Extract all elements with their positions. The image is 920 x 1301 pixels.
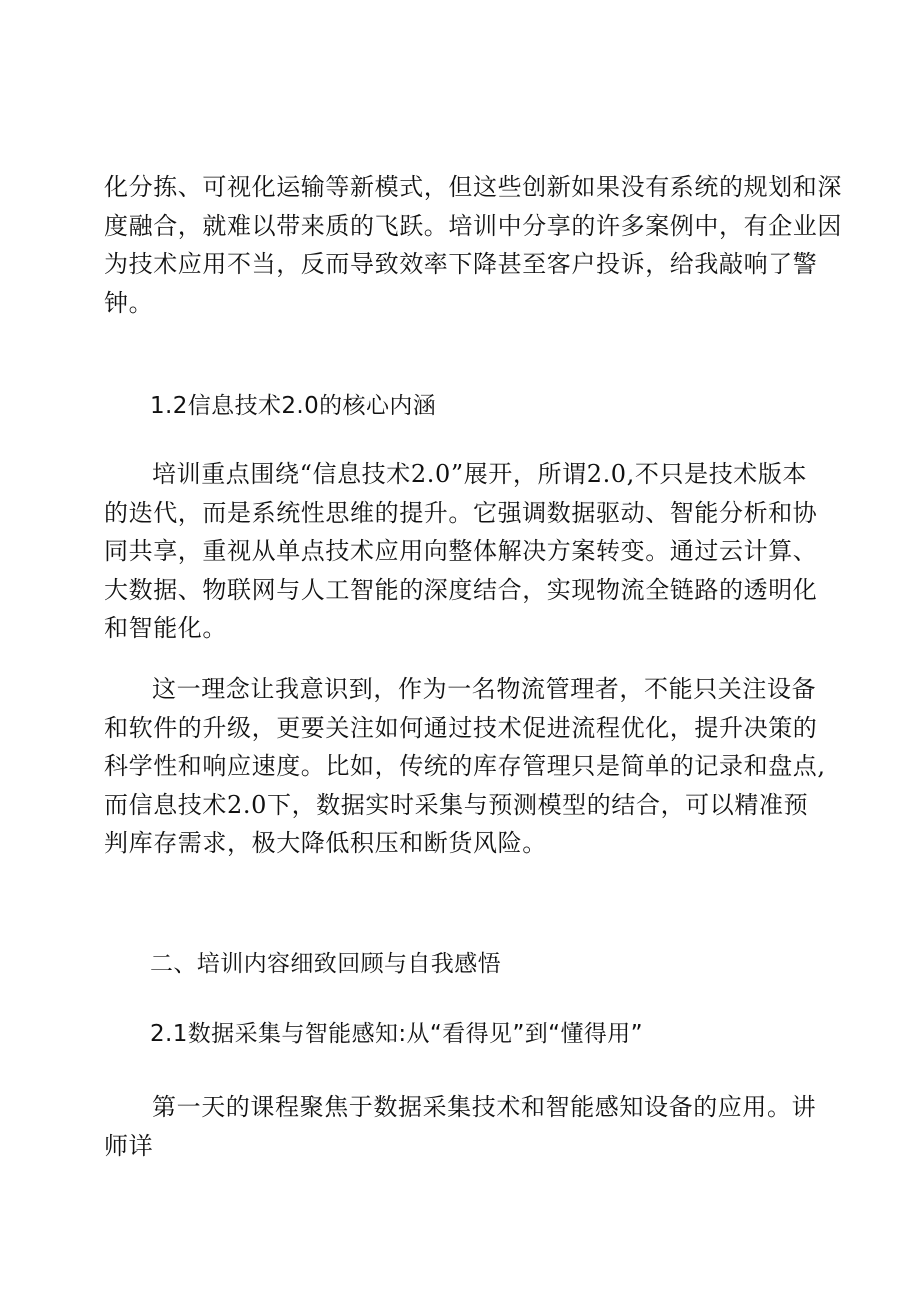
body-paragraph: 第一天的课程聚焦于数据采集技术和智能感知设备的应用。讲师详 <box>104 1093 817 1160</box>
paragraph-line: 为技术应用不当，反而导致效率下降甚至客户投诉，给我敲响了警 <box>104 250 818 278</box>
paragraph-line: 钟。 <box>104 288 154 317</box>
paragraph-line: 度融合，就难以带来质的飞跃。培训中分享的许多案例中，有企业因 <box>104 211 842 240</box>
paragraph-line: 化分拣、可视化运输等新模式，但这些创新如果没有系统的规划和深 <box>104 173 842 201</box>
chapter-heading-2: 二、培训内容细致回顾与自我感悟 <box>150 951 501 977</box>
continuation-paragraph <box>104 168 842 322</box>
body-paragraph: 这一理念让我意识到，作为一名物流管理者，不能只关注设备和软件的升级，更要关注如何通过技术促进流程优化，提升决策的科学性和响应速度。比如，传统的库存管理只是简单的记录和盘点,而信息技术2.0下，数据实时采集与预测模型的结合，可以精准预判库存需求，极大降低积压和断货风险。 <box>104 675 826 857</box>
body-paragraph: 培训重点围绕“信息技术2.0”展开，所谓2.0,不只是技术版本的迭代，而是系统性思维的提升。它强调数据驱动、智能分析和协同共享，重视从单点技术应用向整体解决方案转变。通过云计算、大数据、物联网与人工智能的深度结合，实现物流全链路的透明化和智能化。 <box>104 460 818 642</box>
section-heading-2-1: 2.1数据采集与智能感知:从“看得见”到“懂得用” <box>150 1021 643 1047</box>
section-heading-1-2: 1.2信息技术2.0的核心内涵 <box>150 393 437 419</box>
